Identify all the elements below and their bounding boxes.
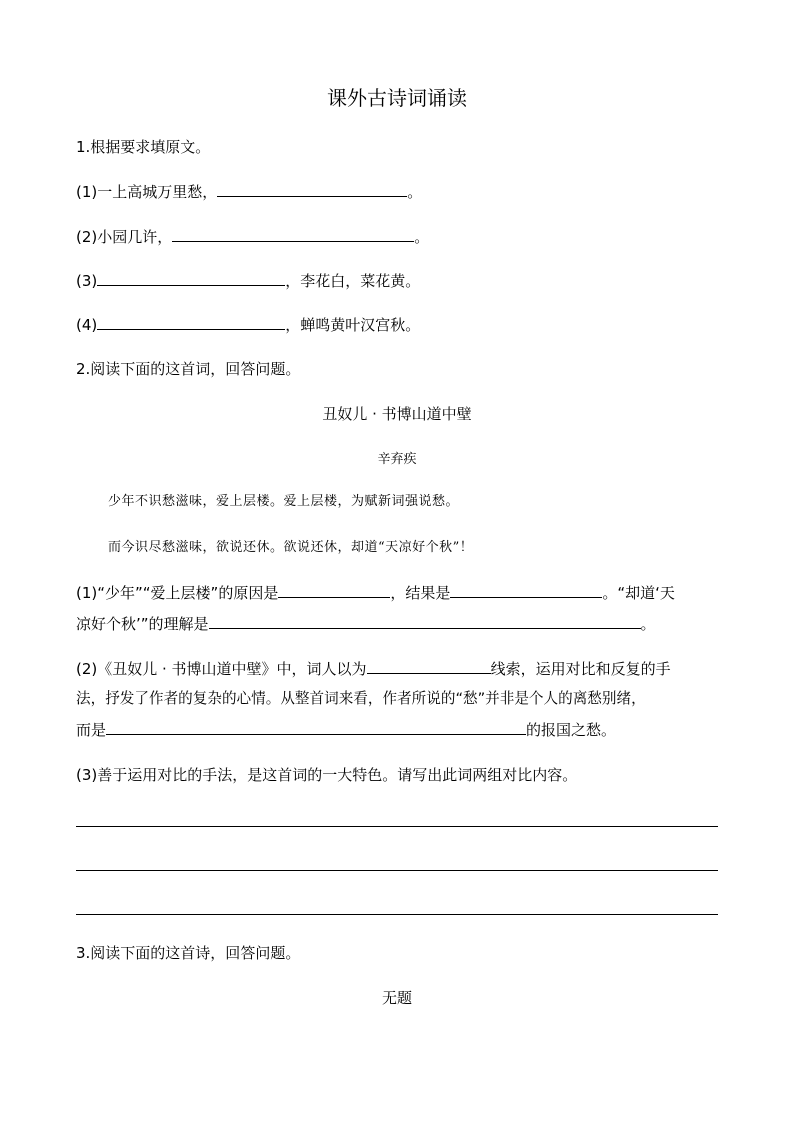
page-title: 课外古诗词诵读 <box>327 86 467 110</box>
q1-item-1-suffix: 。 <box>407 183 423 201</box>
q2-sub2-text-e: 的报国之愁。 <box>526 721 617 739</box>
q1-item-4-suffix: ，蝉鸣黄叶汉宫秋。 <box>285 316 421 334</box>
q2-sub1-blank-understanding[interactable] <box>209 613 641 629</box>
q2-sub2-line-2: 法，抒发了作者的复杂的心情。从整首词来看，作者所说的“愁”并非是个人的离愁别绪， <box>76 690 646 707</box>
q2-sub1-text-d: 凉好个秋’”的理解是 <box>76 615 209 633</box>
q2-sub1-line-1 <box>76 582 675 604</box>
q2-sub2-blank-worry[interactable] <box>106 719 526 735</box>
q1-item-4-prefix: (4) <box>76 316 98 334</box>
q2-sub2-blank-clue[interactable] <box>367 658 491 674</box>
q2-sub2-text-d: 而是 <box>76 721 107 739</box>
q1-item-2-suffix: 。 <box>414 228 430 246</box>
q1-item-1-blank[interactable] <box>217 181 407 197</box>
q1-item-3-blank[interactable] <box>97 270 285 286</box>
q2-sub1-text-a: (1)“少年”“爱上层楼”的原因是 <box>76 584 279 602</box>
q2-sub2-text-b: 线索，运用对比和反复的手 <box>490 660 671 678</box>
q3-stem: 3.阅读下面的这首诗，回答问题。 <box>76 944 301 962</box>
q1-item-2-prefix: (2)小园几许， <box>76 228 173 246</box>
q2-sub3: (3)善于运用对比的手法，是这首词的一大特色。请写出此词两组对比内容。 <box>76 766 578 784</box>
q3-poem-title: 无题 <box>381 989 412 1007</box>
q2-sub2-line-3 <box>76 719 616 741</box>
q1-item-3-suffix: ，李花白，菜花黄。 <box>285 272 421 290</box>
q1-item-2 <box>76 226 429 248</box>
q2-poem-title: 丑奴儿 · 书博山道中壁 <box>322 405 472 423</box>
q1-item-4-blank[interactable] <box>97 314 285 330</box>
q1-item-1-prefix: (1)一上高城万里愁， <box>76 183 218 201</box>
q1-item-3 <box>76 270 420 292</box>
q2-poem-author: 辛弃疾 <box>377 452 417 467</box>
q2-sub1-text-c: 。“却道‘天 <box>602 584 675 602</box>
q2-sub1-text-e: 。 <box>640 615 656 633</box>
q2-poem-line-2: 而今识尽愁滋味，欲说还休。欲说还休，却道“天凉好个秋”！ <box>108 540 474 555</box>
q2-poem-line-1: 少年不识愁滋味，爱上层楼。爱上层楼，为赋新词强说愁。 <box>108 494 460 509</box>
q2-sub1-blank-result[interactable] <box>450 582 602 598</box>
q2-sub1-line-2 <box>76 613 656 635</box>
q2-sub1-text-b: ，结果是 <box>390 584 451 602</box>
q1-item-3-prefix: (3) <box>76 272 98 290</box>
answer-line-1[interactable] <box>76 826 718 827</box>
answer-line-3[interactable] <box>76 914 718 915</box>
q1-item-2-blank[interactable] <box>172 226 414 242</box>
q1-stem: 1.根据要求填原文。 <box>76 138 211 156</box>
q1-item-4 <box>76 314 420 336</box>
q2-sub2-line-1 <box>76 658 671 680</box>
q2-sub2-text-a: (2)《丑奴儿 · 书博山道中壁》中，词人以为 <box>76 660 367 678</box>
q2-stem: 2.阅读下面的这首词，回答问题。 <box>76 360 301 378</box>
q2-sub1-blank-reason[interactable] <box>278 582 390 598</box>
answer-line-2[interactable] <box>76 870 718 871</box>
q1-item-1 <box>76 181 422 203</box>
